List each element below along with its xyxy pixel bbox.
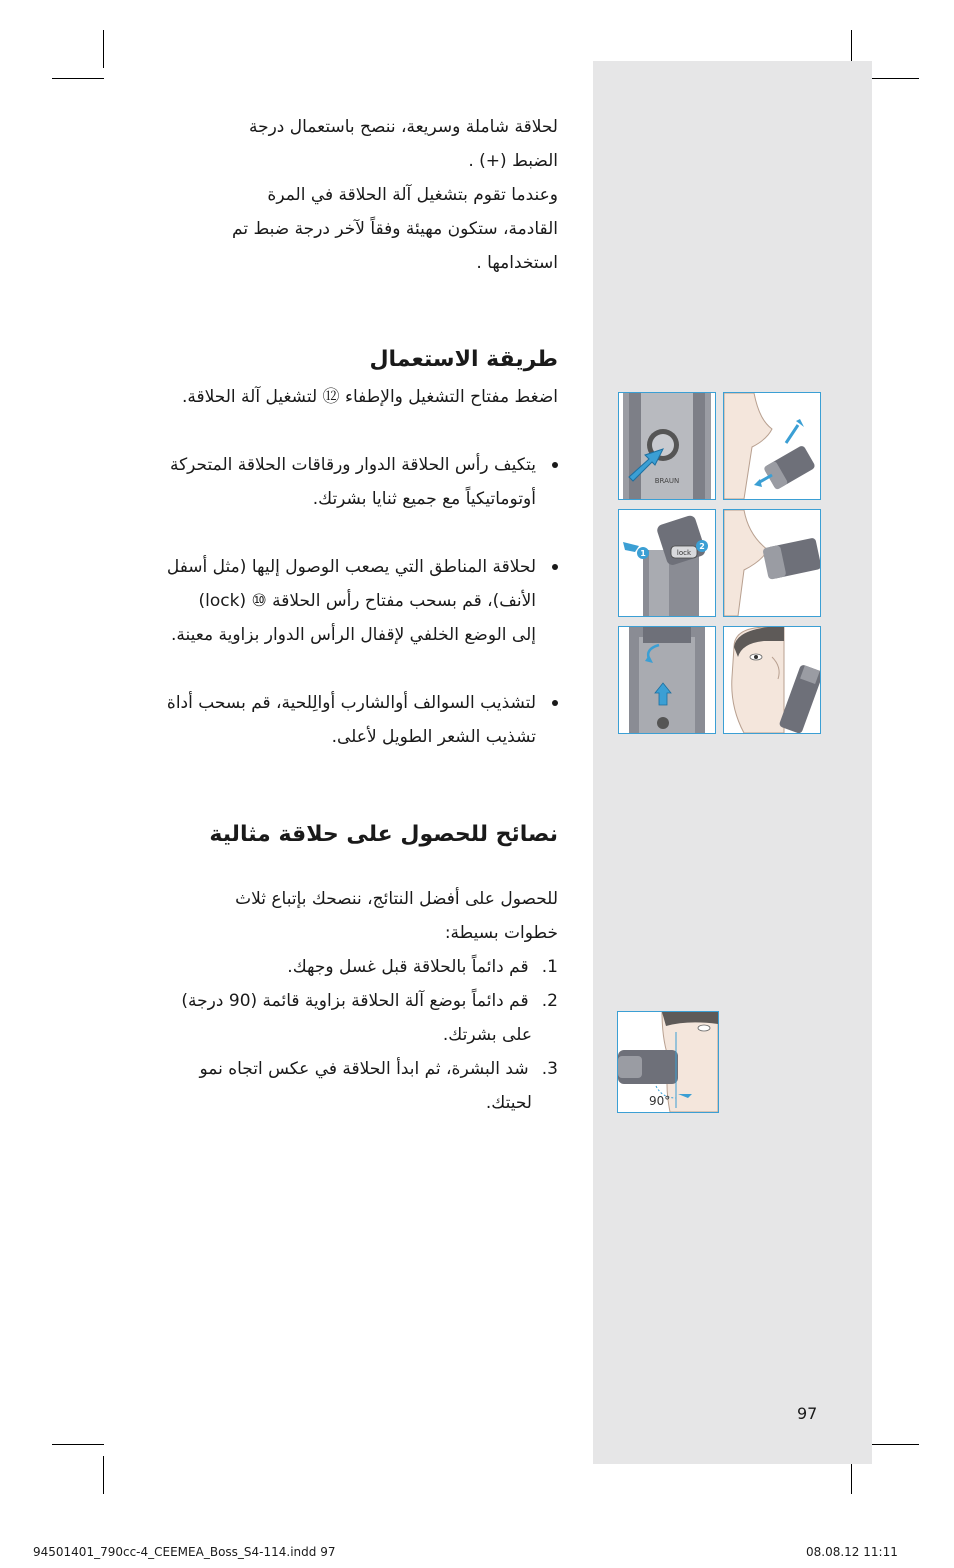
lock-switch-illustration [619,510,715,616]
figure-nose-rotate [723,392,821,500]
bullet-dot [552,462,558,468]
step-item [140,1052,558,1120]
bullet-line: الأنف)، قم بسحب مفتاح رأس الحلاقة ⑩ (lock) [198,591,536,611]
tips-intro-line: للحصول على أفضل النتائج، ننصحك بإتباع ثلاث [235,889,558,909]
nose-shave-illustration [724,393,820,499]
bullet-item [140,448,558,516]
bullet-line: أوتوماتيكياً مع جميع ثنايا بشرتك. [312,489,536,509]
marker-one: 1 [640,549,646,558]
marker-two: 2 [699,542,705,551]
intro-line: القادمة، ستكون مهيئة وفقاً لآخر درجة ضبط تم [232,219,558,239]
trimmer-illustration [619,627,715,733]
nose-locked-illustration [724,510,820,616]
crop-mark [52,1444,104,1445]
figure-trimmer [618,626,716,734]
angle-label: 90° [649,1094,671,1108]
crop-mark [103,1456,104,1494]
intro-line: الضبط (+) . [468,151,558,171]
step-line: على بشرتك. [442,1025,532,1045]
step-line: قم دائماً بوضع آلة الحلاقة بزاوية قائمة (90 درجة) [181,991,529,1011]
bullet-line: لحلاقة المناطق التي يصعب الوصول إليها (مثل أسفل [166,557,536,577]
usage-section [140,345,558,754]
step-line: قم دائماً بالحلاقة قبل غسل وجهك. [287,957,529,977]
bullet-item [140,686,558,754]
step-item [140,950,558,984]
step-line: لحيتك. [485,1093,532,1113]
usage-instruction: اضغط مفتاح التشغيل والإطفاء ⑫ لتشغيل آلة الحلاقة. [181,387,558,407]
figure-lock-switch [618,509,716,617]
tips-intro-line: خطوات بسيطة: [444,923,558,943]
tips-title: نصائح للحصول على حلاقة مثالية [209,822,558,847]
usage-title: طريقة الاستعمال [369,347,558,372]
brand-label: BRAUN [654,477,680,485]
bullet-dot [552,700,558,706]
crop-mark [103,30,104,68]
page-number: 97 [797,1404,818,1423]
step-number: 1. [541,957,558,977]
figure-sideburns [723,626,821,734]
figure-nose-locked [723,509,821,617]
crop-mark [52,78,104,79]
bullet-line: يتكيف رأس الحلاقة الدوار ورقاقات الحلاقة المتحركة [169,455,536,475]
figure-90-degree [617,1011,719,1113]
intro-line: وعندما تقوم بتشغيل آلة الحلاقة في المرة [267,185,558,205]
bullet-line: تشذيب الشعر الطويل لأعلى. [331,727,536,747]
tips-section [140,820,558,1120]
step-number: 3. [541,1059,558,1079]
side-panel [593,61,872,1464]
shaver-switch-illustration [619,393,715,499]
step-number: 2. [541,991,558,1011]
step-item [140,984,558,1052]
bullet-dot [552,564,558,570]
intro-line: استخدامها . [476,253,558,273]
bullet-item [140,550,558,652]
intro-line: لحلاقة شاملة وسريعة، ننصح باستعمال درجة [248,117,558,137]
bullet-line: إلى الوضع الخلفي لإقفال الرأس الدوار بزاوية معينة. [171,625,536,645]
footer-file-info: 94501401_790cc-4_CEEMEA_Boss_S4-114.indd 97 [33,1545,336,1559]
bullet-line: لتشذيب السوالف أوالشارب أوالِلحية، قم بسحب أداة [166,693,536,713]
intro-paragraph [140,110,558,280]
step-line: شد البشرة، ثم ابدأ الحلاقة في عكس اتجاه نمو [199,1059,529,1079]
footer-date-time: 08.08.12 11:11 [806,1545,898,1559]
crop-mark [867,1444,919,1445]
crop-mark [867,78,919,79]
sideburns-illustration [724,627,820,733]
lock-label: lock [676,549,692,557]
figure-switch-on [618,392,716,500]
